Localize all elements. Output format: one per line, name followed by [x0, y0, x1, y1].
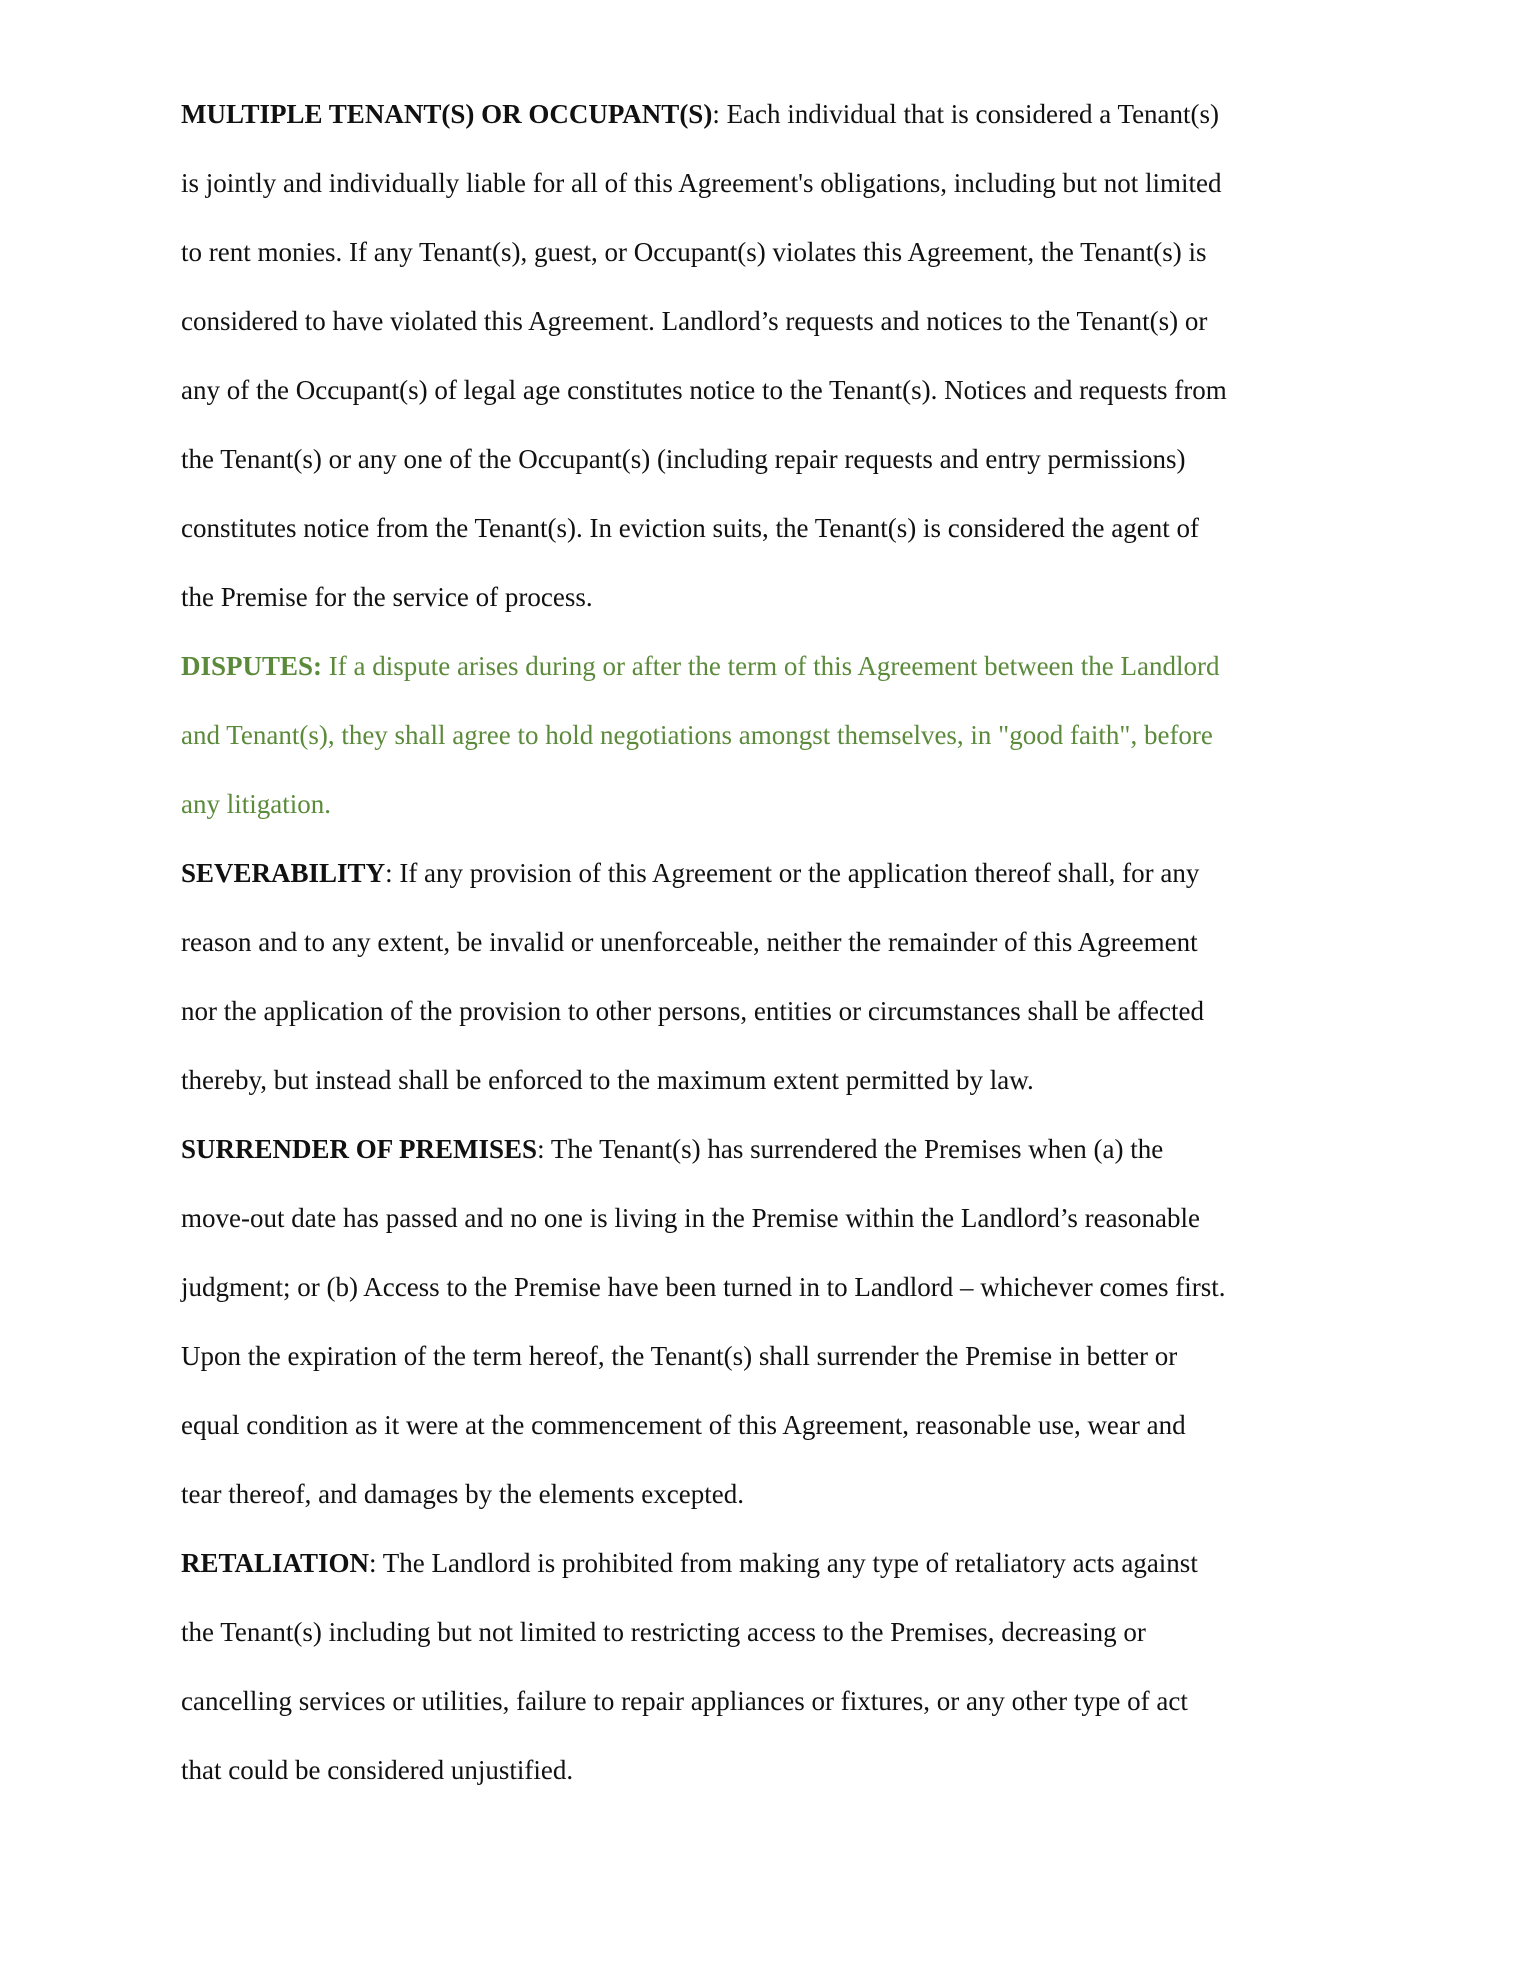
section-text: the Tenant(s) including but not limited to restricting access to the Premises, decreasing or: [181, 1617, 1146, 1647]
document-page: [181, 80, 1356, 1805]
section-text: : If any provision of this Agreement or the application thereof shall, for any: [385, 858, 1200, 888]
section-severability: [181, 839, 1356, 1115]
section-title: SEVERABILITY: [181, 858, 386, 888]
section-text: the Tenant(s) or any one of the Occupant(s) (including repair requests and entry permissions): [181, 444, 1186, 474]
section-disputes: [181, 632, 1356, 839]
section-text: considered to have violated this Agreement. Landlord’s requests and notices to the Tenant(s) or: [181, 306, 1208, 336]
section-text: : The Landlord is prohibited from making any type of retaliatory acts against: [369, 1548, 1198, 1578]
section-text: constitutes notice from the Tenant(s). In eviction suits, the Tenant(s) is considered the agent of: [181, 513, 1199, 543]
section-text: judgment; or (b) Access to the Premise have been turned in to Landlord – whichever comes first.: [181, 1272, 1226, 1302]
section-text: move-out date has passed and no one is living in the Premise within the Landlord’s reasonable: [181, 1203, 1201, 1233]
section-text: reason and to any extent, be invalid or unenforceable, neither the remainder of this Agreement: [181, 927, 1198, 957]
section-text: : The Tenant(s) has surrendered the Premises when (a) the: [537, 1134, 1164, 1164]
section-title: DISPUTES:: [181, 651, 323, 681]
section-text: the Premise for the service of process.: [181, 582, 593, 612]
section-retaliation: [181, 1529, 1356, 1805]
section-surrender-of-premises: [181, 1115, 1356, 1529]
section-text: and Tenant(s), they shall agree to hold negotiations amongst themselves, in "good faith", before: [181, 720, 1213, 750]
section-text: thereby, but instead shall be enforced to the maximum extent permitted by law.: [181, 1065, 1034, 1095]
section-text: any of the Occupant(s) of legal age constitutes notice to the Tenant(s). Notices and requests from: [181, 375, 1227, 405]
section-text: is jointly and individually liable for all of this Agreement's obligations, including but not limited: [181, 168, 1222, 198]
section-text: cancelling services or utilities, failure to repair appliances or fixtures, or any other type of act: [181, 1686, 1188, 1716]
section-multiple-tenants: [181, 80, 1356, 632]
section-text: to rent monies. If any Tenant(s), guest, or Occupant(s) violates this Agreement, the Tenant(s) is: [181, 237, 1207, 267]
section-title: SURRENDER OF PREMISES: [181, 1134, 538, 1164]
section-text: : Each individual that is considered a Tenant(s): [712, 99, 1220, 129]
section-text: If a dispute arises during or after the term of this Agreement between the Landlord: [322, 651, 1220, 681]
section-text: Upon the expiration of the term hereof, the Tenant(s) shall surrender the Premise in better or: [181, 1341, 1178, 1371]
section-title: MULTIPLE TENANT(S) OR OCCUPANT(S): [181, 99, 713, 129]
section-text: any litigation.: [181, 789, 331, 819]
section-title: RETALIATION: [181, 1548, 370, 1578]
section-text: equal condition as it were at the commencement of this Agreement, reasonable use, wear and: [181, 1410, 1186, 1440]
section-text: nor the application of the provision to other persons, entities or circumstances shall be affected: [181, 996, 1204, 1026]
section-text: tear thereof, and damages by the elements excepted.: [181, 1479, 744, 1509]
section-text: that could be considered unjustified.: [181, 1755, 574, 1785]
